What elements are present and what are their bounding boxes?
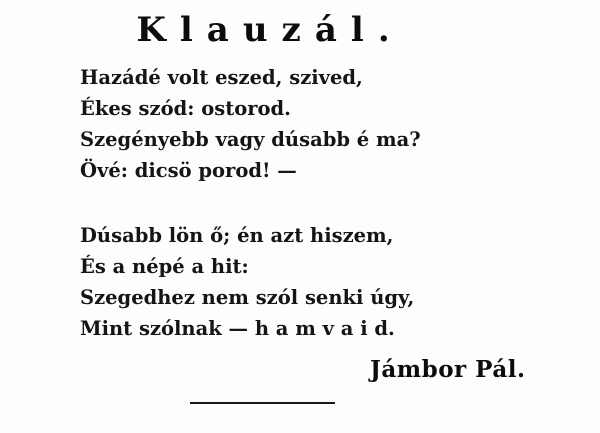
stanza-1 [80, 62, 560, 186]
poem-line: És a népé a hit: [80, 255, 249, 278]
poem-line: Mint szólnak — h a m v a i d. [80, 317, 395, 340]
poem-line: Szegényebb vagy dúsabb é ma? [80, 128, 421, 151]
poem-line: Szegedhez nem szól senki úgy, [80, 286, 415, 309]
author-signature: Jámbor Pál. [370, 356, 526, 383]
poem-line: Hazádé volt eszed, szived, [80, 66, 363, 89]
poem-line: Dúsabb lön ő; én azt hiszem, [80, 224, 394, 247]
poem-title: Klauzál. [136, 10, 404, 50]
poem-line: Övé: dicsö porod! — [80, 159, 297, 182]
stanza-2 [80, 220, 560, 344]
section-divider [190, 402, 335, 404]
poem-line: Ékes szód: ostorod. [80, 97, 291, 120]
